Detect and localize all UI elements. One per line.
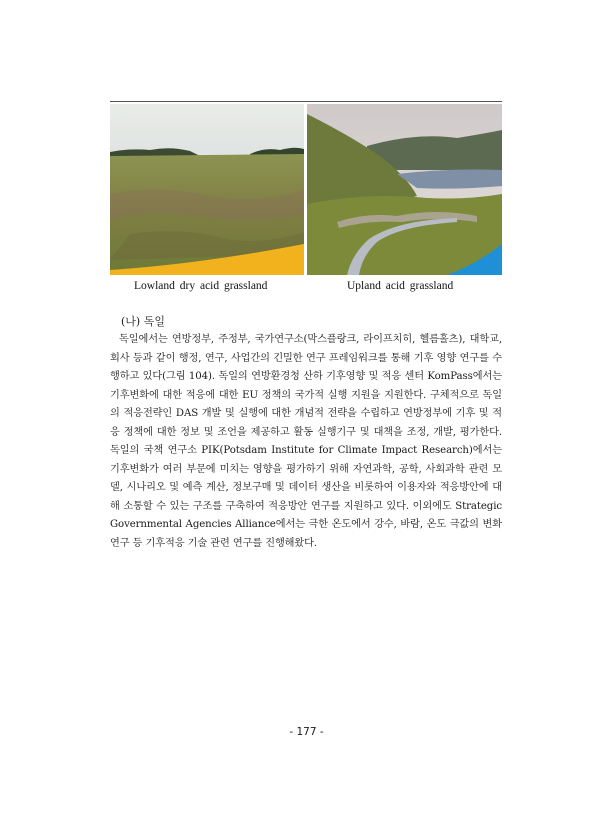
lowland-grassland-photo (110, 104, 304, 275)
section-heading: (나) 독일 (121, 315, 165, 328)
body-paragraph: 독일에서는 연방정부, 주정부, 국가연구소(막스플랑크, 라이프치히, 헬름홀츠), 대학교, 회사 등과 같이 행정, 연구, 사업간의 긴밀한 연구 프레임워크를 통해 기후 영향 연구를 수행하고 있다(그림 104). 독일의 연방환경청 산하 기후영향 및 적응 센터 KomPass에서는 기후변화에 대한 적응에 대한 EU 정책의 국가적 실행 지원을 지원한다. 구체적으로 독일의 적응전략인 DAS 개발 및 실행에 대한 개념적 전략을 수립하고 연방정부에 기후 및 적응 정책에 대한 정보 및 조언을 제공하고 활동 실행기구 및 대책을 조정, 개발, 평가한다. 독일의 국책 연구소 PIK(Potsdam Institute for Climate Impact Research)에서는 기후변화가 여러 부문에 미치는 영향을 평가하기 위해 자연과학, 공학, 사회과학 관련 모델, 시나리오 및 예측 계산, 정보구매 및 데이터 생산을 비롯하여 이용자와 적응방안에 대해 소통할 수 있는 구조를 구축하여 적응방안 연구를 지원하고 있다. 이외에도 Strategic Governmental Agencies Alliance에서는 극한 온도에서 강수, 바람, 온도 극값의 변화 연구 등 기후적응 기술 관련 연구를 진행해왔다. (110, 334, 502, 549)
page-number: - 177 - (289, 726, 324, 738)
left-photo-caption: Lowland dry acid grassland (134, 280, 268, 292)
top-rule (110, 101, 502, 102)
upland-grassland-photo (307, 104, 502, 275)
right-photo-caption: Upland acid grassland (347, 280, 454, 292)
